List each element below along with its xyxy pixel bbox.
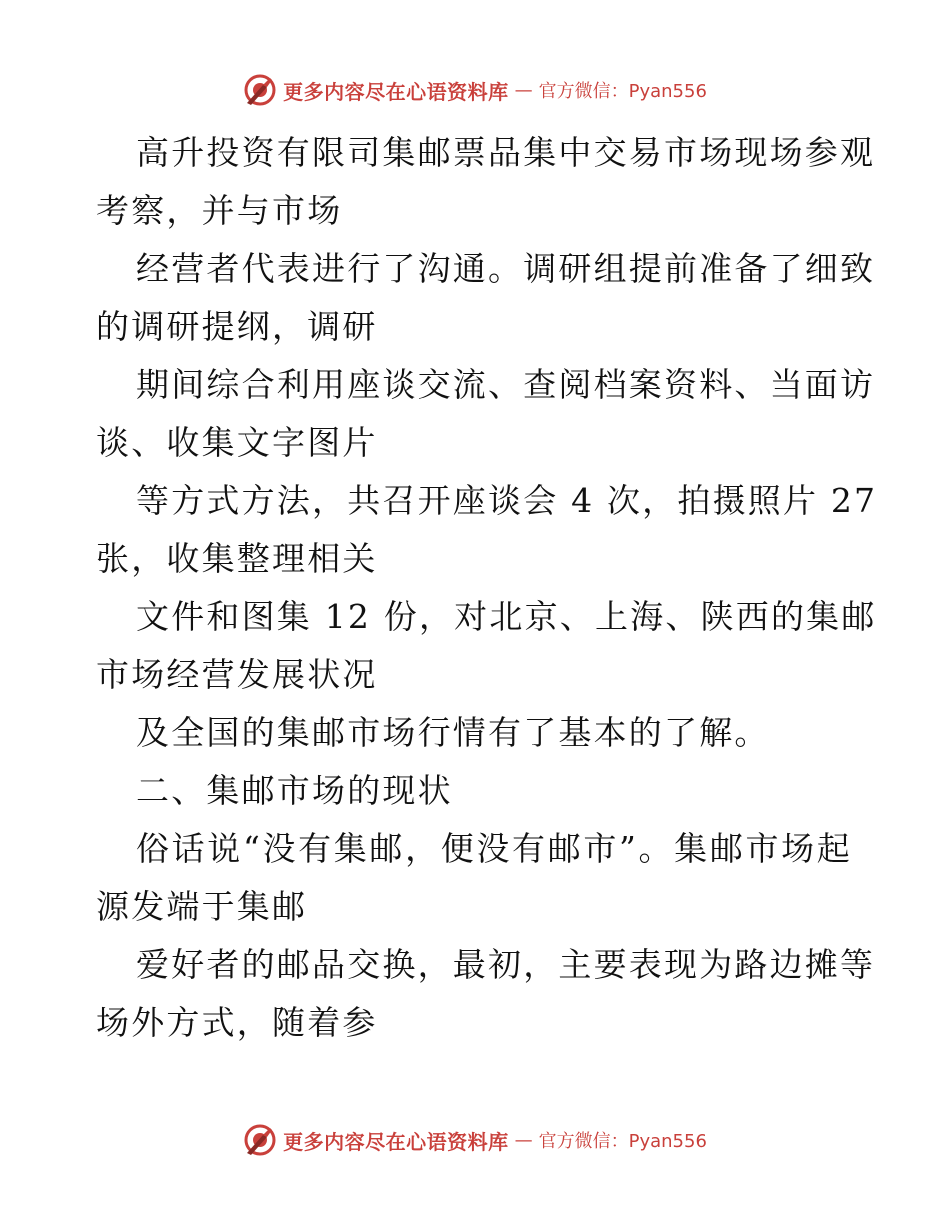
text-line: 谈、收集文字图片 bbox=[96, 423, 378, 462]
watermark-site-text: 更多内容尽在心语资料库 bbox=[283, 79, 509, 104]
text-line: 源发端于集邮 bbox=[96, 887, 308, 926]
text-line: 俗话说“没有集邮，便没有邮市”。集邮市场起 bbox=[136, 829, 852, 868]
document-body bbox=[96, 124, 878, 1052]
text-line: 期间综合利用座谈交流、查阅档案资料、当面访 bbox=[136, 365, 876, 404]
text-line: 高升投资有限司集邮票品集中交易市场现场参观 bbox=[136, 133, 876, 172]
text-line: 爱好者的邮品交换，最初，主要表现为路边摊等 bbox=[136, 945, 876, 984]
watermark-wechat-label: 官方微信：Pyan556 bbox=[538, 1131, 707, 1152]
text-line: 的调研提纲，调研 bbox=[96, 307, 378, 346]
footer-watermark bbox=[0, 1120, 950, 1160]
pen-logo-icon bbox=[243, 1123, 277, 1157]
pen-logo-icon bbox=[243, 73, 277, 107]
watermark-group bbox=[243, 73, 707, 107]
text-line: 张，收集整理相关 bbox=[96, 539, 378, 578]
text-line: 市场经营发展状况 bbox=[96, 655, 378, 694]
section-heading: 二、集邮市场的现状 bbox=[136, 771, 453, 810]
watermark-dash: — bbox=[514, 1129, 533, 1151]
watermark-site-text: 更多内容尽在心语资料库 bbox=[283, 1129, 509, 1154]
text-line: 文件和图集 12 份，对北京、上海、陕西的集邮 bbox=[136, 597, 877, 636]
header-watermark bbox=[0, 70, 950, 110]
text-line: 场外方式，随着参 bbox=[96, 1003, 378, 1042]
text-line: 等方式方法，共召开座谈会 4 次，拍摄照片 27 bbox=[136, 481, 878, 520]
text-line: 及全国的集邮市场行情有了基本的了解。 bbox=[136, 713, 770, 752]
watermark-group bbox=[243, 1123, 707, 1157]
watermark-wechat-label: 官方微信：Pyan556 bbox=[538, 81, 707, 102]
text-line: 经营者代表进行了沟通。调研组提前准备了细致 bbox=[136, 249, 876, 288]
text-line: 考察，并与市场 bbox=[96, 191, 343, 230]
watermark-dash: — bbox=[514, 79, 533, 101]
